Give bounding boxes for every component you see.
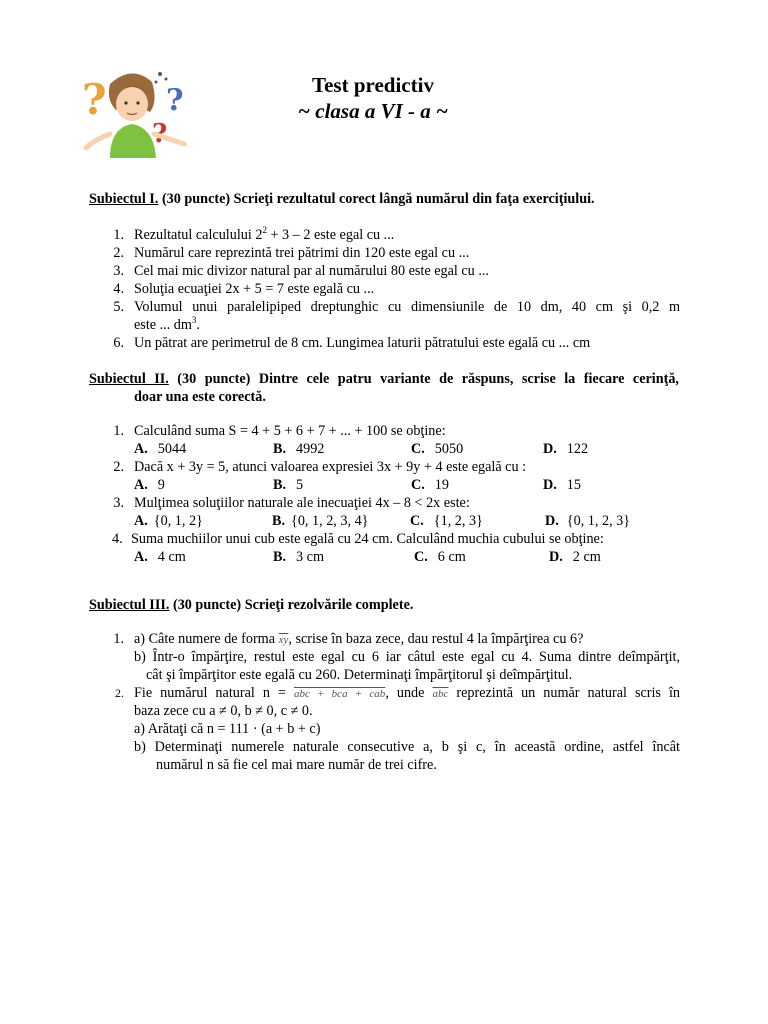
page-title xyxy=(0,72,746,124)
section-3-instruction: (30 puncte) Scrieţi rezolvările complete. xyxy=(169,597,414,613)
section-3-list xyxy=(100,630,680,774)
list-item: 5. Volumul unui paralelipiped dreptunghic cu dimensiunile de 10 dm, 40 cm şi 0,2 m este ... $dm^3$. xyxy=(113,299,680,333)
svg-text:?: ? xyxy=(152,119,168,149)
problem-1b: b) Într-o împărţire, restul este egal cu 6 iar câtul este egal cu 4. Suma dintre deîmpărţit, cât şi împărţitor este egală cu 260. Determinaţi împărţitorul şi deîmpărţitul. xyxy=(134,649,680,683)
section-3-heading xyxy=(89,596,679,614)
answer-options: A. {0, 1, 2} B. {0, 1, 2, 3, 4} C. {1, 2, 3} D. {0, 1, 2, 3} xyxy=(134,513,631,529)
answer-options: A. 5044 B. 4992 C. 5050 D. 122 xyxy=(134,441,589,457)
question-item: 1. Calculând suma S = 4 + 5 + 6 + 7 + ... + 100 se obţine: xyxy=(113,423,446,439)
list-item: 1. Rezultatul calculului $2^2 + 3 - 2$ este egal cu ... xyxy=(113,225,395,243)
abc-notation: $\overline{abc}$ xyxy=(432,688,449,700)
svg-text:?: ? xyxy=(82,75,107,124)
list-item: 2. Numărul care reprezintă trei pătrimi din 120 este egal cu ... xyxy=(113,245,470,261)
question-item: 3. Mulţimea soluţiilor naturale ale inecuaţiei 4x – 8 < 2x este: xyxy=(113,495,470,511)
svg-text:?: ? xyxy=(166,83,184,118)
sum-expression: abc + bca + cab xyxy=(293,688,386,700)
problem-2a: a) Arătaţi că n = 111 · (a + b + c) xyxy=(134,721,321,737)
question-item: 4. Suma muchiilor unui cub este egală cu 24 cm. Calculând muchia cubului se obţine: xyxy=(112,531,604,547)
answer-options: A. 4 cm B. 3 cm C. 6 cm D. 2 cm xyxy=(134,549,601,565)
answer-options: A. 9 B. 5 C. 19 D. 15 xyxy=(134,477,581,493)
section-2-instruction: (30 puncte) Dintre cele patru variante de răspuns, scrise la fiecare cerinţă, xyxy=(168,371,679,387)
section-2-heading xyxy=(89,370,679,406)
section-2-instruction-cont: doar una este corectă. xyxy=(134,389,266,405)
test-title: Test predictiv xyxy=(312,73,434,97)
list-item: 3. Cel mai mic divizor natural par al numărului 80 este egal cu ... xyxy=(113,263,489,279)
section-1-label: Subiectul I. xyxy=(89,191,159,207)
section-3-label: Subiectul III. xyxy=(89,597,170,613)
problem-1a: 1. a) Câte numere de forma $\overline{xy}$, scrise în baza zece, dau restul 4 la împărţirea cu 6? xyxy=(113,631,584,647)
section-2-label: Subiectul II. xyxy=(89,371,169,387)
xy-number-notation: $\overline{xy}$ xyxy=(278,634,289,646)
section-2-list xyxy=(100,422,680,566)
section-1-instruction: (30 puncte) Scrieţi rezultatul corect lângă numărul din faţa exerciţiului. xyxy=(158,191,595,207)
question-item: 2. Dacă x + 3y = 5, atunci valoarea expresiei 3x + 9y + 4 este egală cu : xyxy=(113,459,527,475)
list-item: 4. Soluţia ecuaţiei 2x + 5 = 7 este egală cu ... xyxy=(113,281,375,297)
list-item: 6. Un pătrat are perimetrul de 8 cm. Lungimea laturii pătratului este egală cu ... cm xyxy=(113,335,591,351)
problem-2b: b) Determinaţi numerele naturale consecutive a, b şi c, în această ordine, astfel încât numărul n să fie cel mai mare număr de trei cifre. xyxy=(134,739,680,773)
test-subtitle: ~ clasa a VI - a ~ xyxy=(298,99,448,123)
problem-2: 2. Fie numărul natural n = abc + bca + cab, unde $\overline{abc}$ reprezintă un număr natural scris în baza zece cu a ≠ 0, b ≠ 0, c ≠ 0. xyxy=(115,685,680,719)
section-1-list xyxy=(100,226,680,352)
section-1-heading xyxy=(89,190,679,208)
